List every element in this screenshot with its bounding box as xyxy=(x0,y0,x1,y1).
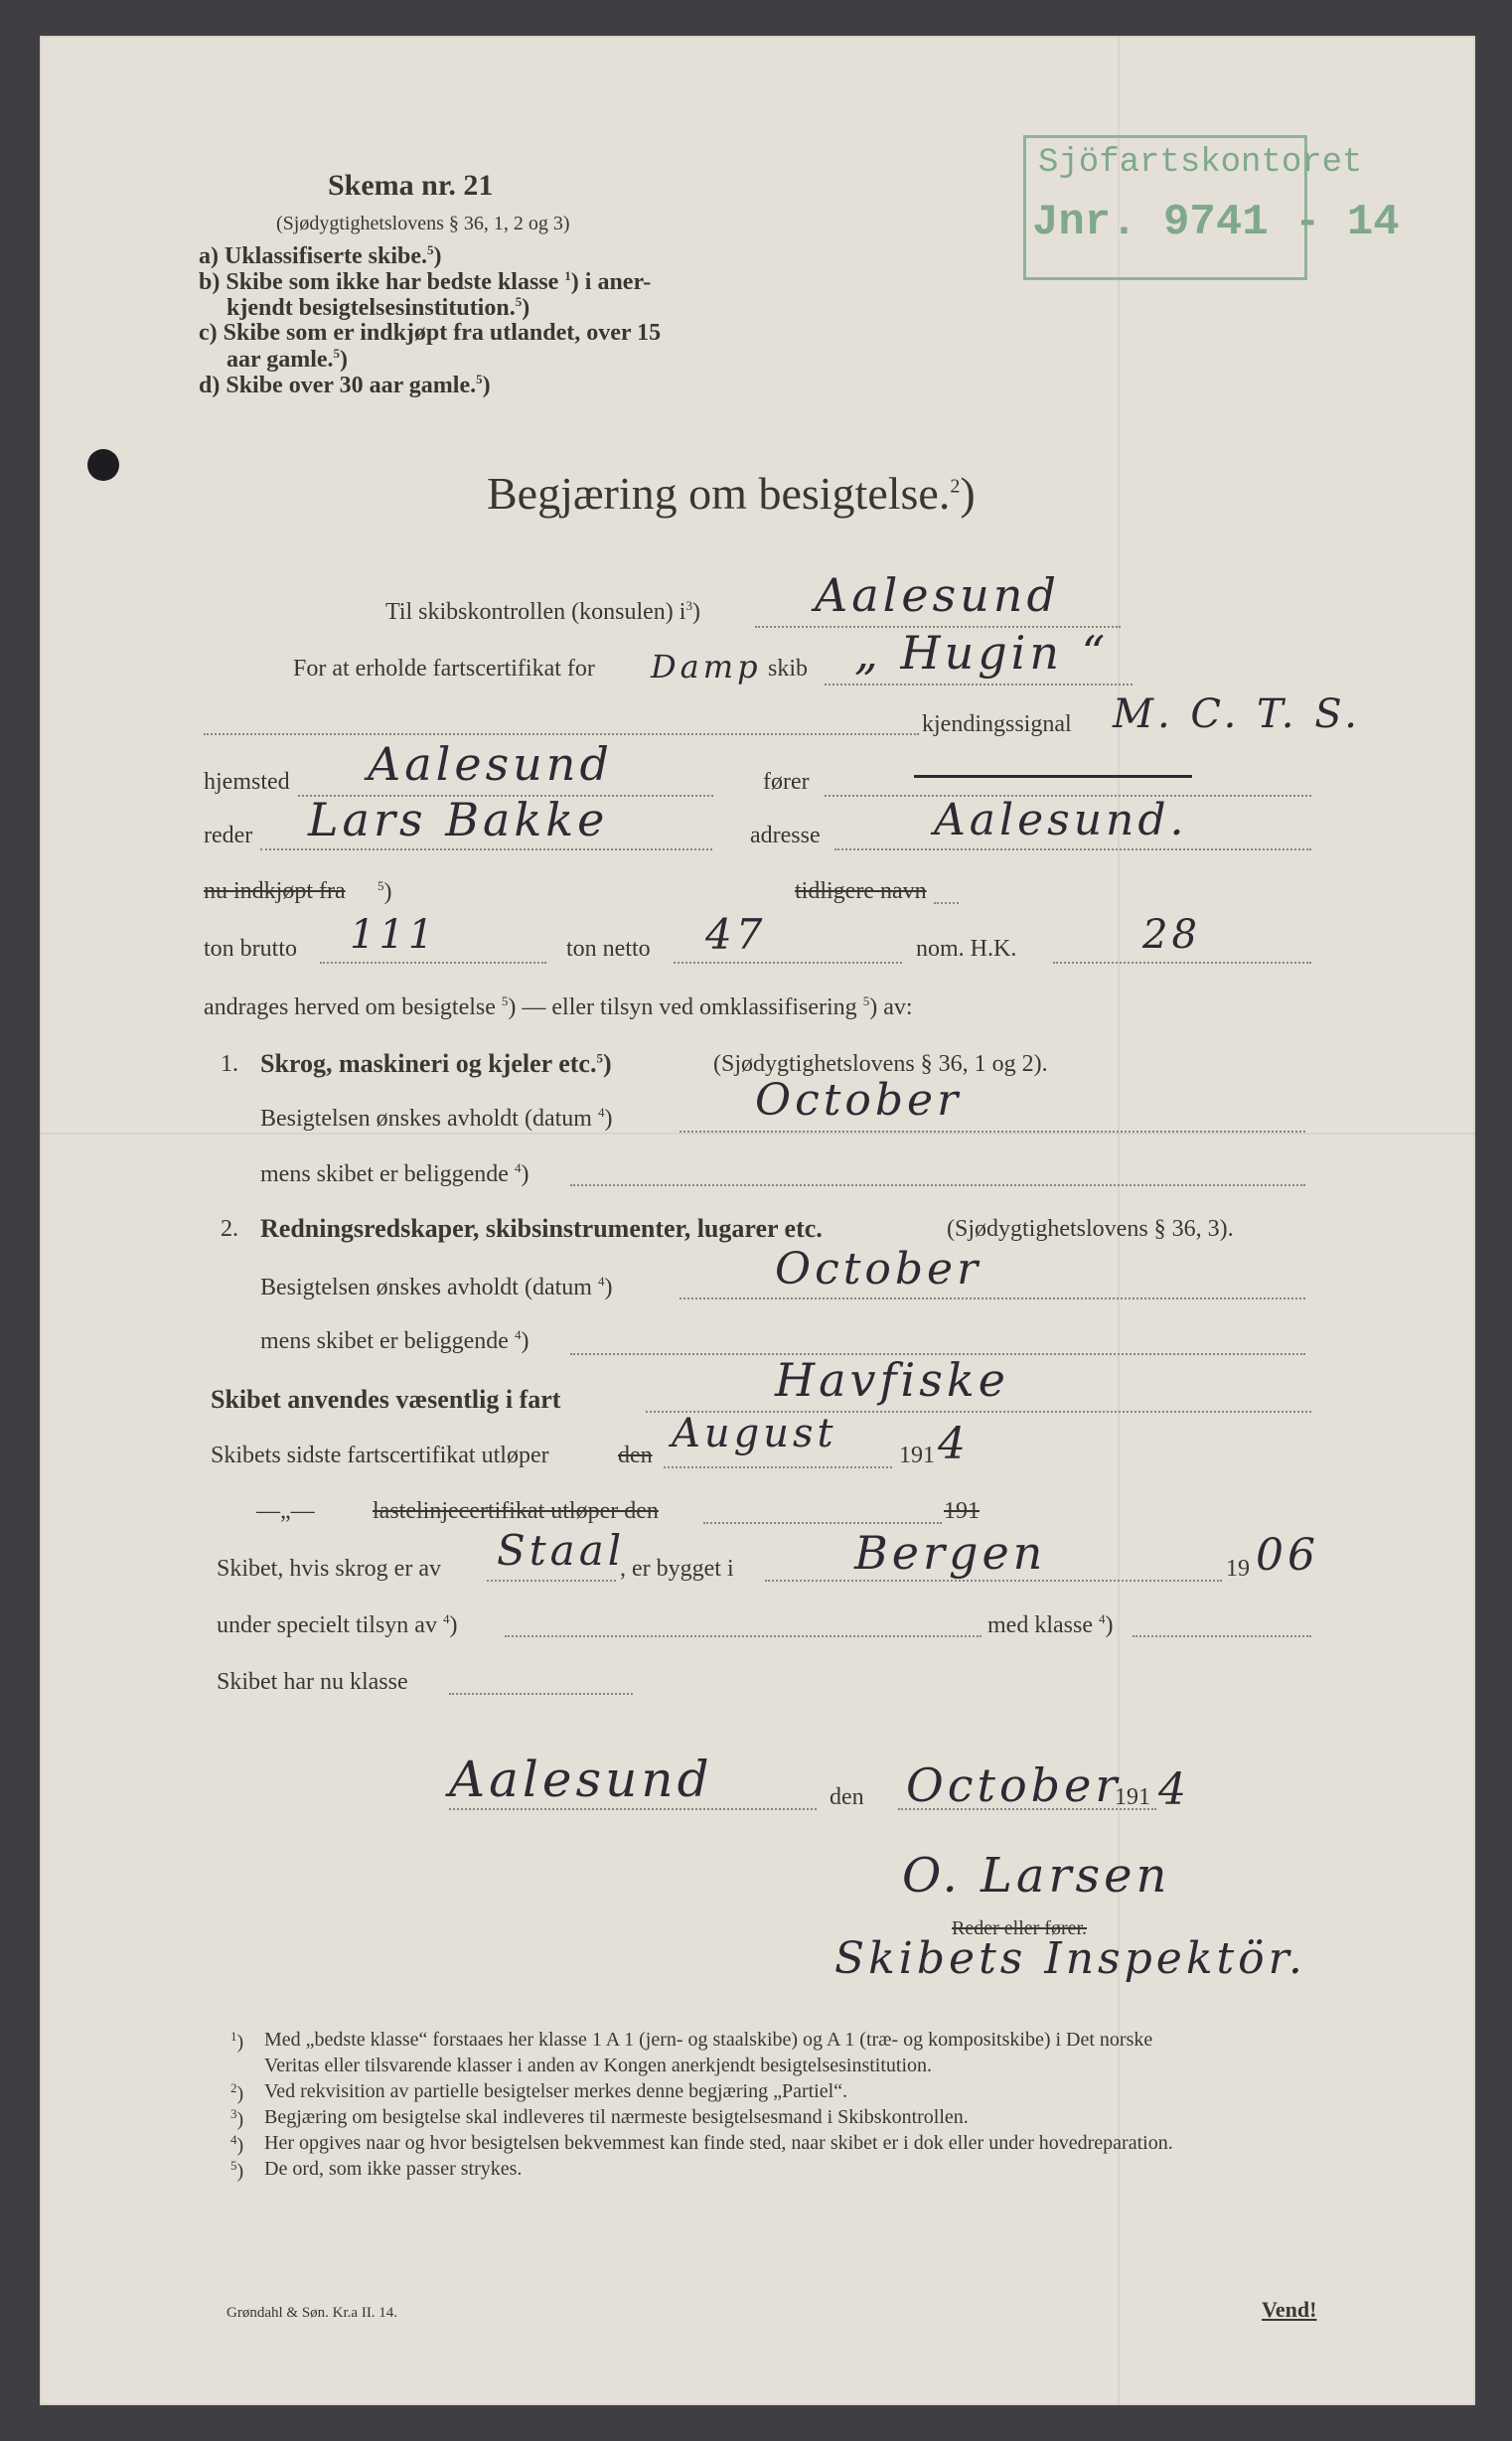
certificate-expiry-label: Skibets sidste fartscertifikat utløper xyxy=(211,1443,549,1468)
signature-den-label: den xyxy=(830,1784,864,1810)
signal-label: kjendingssignal xyxy=(922,711,1072,737)
footnote-1: Med „bedste klasse“ forstaaes her klasse 1 A 1 (jern- og staalskibe) og A 1 (træ- og kompositskibe) i Det norske xyxy=(264,2029,1153,2051)
item1-date-value: October xyxy=(755,1075,963,1126)
gross-tonnage-line xyxy=(320,962,546,964)
footnote-3: Begjæring om besigtelse skal indleveres til nærmeste besigtelsesmand i Skibskontrollen. xyxy=(264,2106,969,2128)
loadline-line xyxy=(703,1522,942,1524)
horsepower-line xyxy=(1053,962,1311,964)
former-name-line xyxy=(934,902,959,904)
net-tonnage-value: 47 xyxy=(705,910,767,959)
item1-place-label: mens skibet er beliggende $^4$) xyxy=(260,1160,529,1187)
stamp-journal-number: Jnr. 9741 - 14 xyxy=(1032,198,1400,247)
schema-item-c-cont: aar gamle.$^5$) xyxy=(227,346,349,373)
item1-date-line xyxy=(680,1131,1305,1133)
footnote-2-num: $^2$) xyxy=(230,2080,244,2105)
footnote-4: Her opgives naar og hvor besigtelsen bekvemmest kan finde sted, naar skibet er i dok eller under hovedreparation. xyxy=(264,2132,1173,2154)
signer-role-printed: Reder eller fører. xyxy=(952,1917,1088,1939)
hull-material-line xyxy=(487,1580,616,1582)
item1-law-ref: (Sjødygtighetslovens § 36, 1 og 2). xyxy=(713,1051,1048,1077)
class-label: med klasse $^4$) xyxy=(987,1611,1114,1638)
office-stamp xyxy=(1023,135,1400,280)
signature-date-value: October xyxy=(906,1758,1122,1812)
supervision-line xyxy=(505,1635,982,1637)
signer-name: O. Larsen xyxy=(902,1848,1171,1904)
item1-date-label: Besigtelsen ønskes avholdt (datum $^4$) xyxy=(260,1105,613,1132)
footnote-2: Ved rekvisition av partielle besigtelser merkes denne begjæring „Partiel“. xyxy=(264,2080,848,2102)
address-label: adresse xyxy=(750,823,821,848)
built-place-line xyxy=(765,1580,1222,1582)
loadline-dash: —„— xyxy=(256,1498,315,1524)
signature-place: Aalesund xyxy=(449,1751,713,1808)
signal-leading-line xyxy=(204,733,919,735)
master-label: fører xyxy=(763,769,810,795)
certificate-expiry-year: 191 xyxy=(899,1443,935,1468)
item1-number: 1. xyxy=(221,1051,238,1077)
footnote-4-num: $^4$) xyxy=(230,2132,244,2157)
signature-year-prefix: 191 xyxy=(1115,1784,1150,1810)
punch-hole xyxy=(87,449,119,481)
ship-name-line xyxy=(825,684,1133,686)
home-port-value: Aalesund xyxy=(368,737,613,791)
item2-date-label: Besigtelsen ønskes avholdt (datum $^4$) xyxy=(260,1274,613,1300)
class-line xyxy=(1133,1635,1311,1637)
schema-law-ref: (Sjødygtighetslovens § 36, 1, 2 og 3) xyxy=(276,213,570,234)
owner-label: reder xyxy=(204,823,253,848)
address-value: Aalesund. xyxy=(934,795,1188,845)
signature-year-digit: 4 xyxy=(1158,1764,1190,1815)
footnote-3-num: $^3$) xyxy=(230,2106,244,2131)
main-title: Begjæring om besigtelse.$^2$) xyxy=(487,468,976,519)
signature-place-line xyxy=(449,1808,817,1810)
master-dash xyxy=(914,775,1192,778)
signer-role-handwritten: Skibets Inspektör. xyxy=(834,1933,1306,1984)
footnote-5-num: $^5$) xyxy=(230,2158,244,2183)
fold-line-horizontal xyxy=(40,1133,1475,1135)
certificate-expiry-value: August xyxy=(672,1411,837,1456)
current-class-line xyxy=(449,1693,633,1695)
schema-item-b: b) Skibe som ikke har bedste klasse $^1$) i aner- xyxy=(199,268,652,295)
ship-type-value: Damp xyxy=(651,648,762,686)
request-line: andrages herved om besigtelse $^5$) — eller tilsyn ved omklassifisering $^5$) av: xyxy=(204,993,913,1020)
to-office-label: Til skibskontrollen (konsulen) $i^3$) xyxy=(385,598,700,625)
usage-value: Havfiske xyxy=(775,1353,1009,1407)
footnote-5: De ord, som ikke passer strykes. xyxy=(264,2158,523,2180)
item1-title: Skrog, maskineri og kjeler etc.$^5$) xyxy=(260,1049,612,1078)
item2-number: 2. xyxy=(221,1216,238,1242)
owner-line xyxy=(260,848,712,850)
bought-from-footnote: $^5$) xyxy=(378,878,392,905)
built-year-digits: 06 xyxy=(1256,1530,1319,1581)
certificate-expiry-year-digit: 4 xyxy=(938,1419,970,1469)
usage-label: Skibet anvendes væsentlig i fart xyxy=(211,1385,561,1414)
supervision-label: under specielt tilsyn av $^4$) xyxy=(217,1611,458,1638)
signal-value: M. C. T. S. xyxy=(1113,691,1361,737)
schema-item-a: a) Uklassifiserte skibe.$^5$) xyxy=(199,242,442,269)
item2-date-line xyxy=(680,1297,1305,1299)
horsepower-label: nom. H.K. xyxy=(916,936,1017,962)
horsepower-value: 28 xyxy=(1142,912,1201,958)
built-year-prefix: 19 xyxy=(1226,1556,1250,1582)
current-class-label: Skibet har nu klasse xyxy=(217,1669,408,1695)
footnote-1-cont: Veritas eller tilsvarende klasser i anden av Kongen anerkjendt besigtelsesinstitution. xyxy=(264,2055,933,2076)
item2-title: Redningsredskaper, skibsinstrumenter, lugarer etc. xyxy=(260,1214,823,1243)
hull-material-value: Staal xyxy=(497,1526,626,1575)
schema-item-d: d) Skibe over 30 aar gamle.$^5$) xyxy=(199,372,491,398)
footnote-1-num: $^1$) xyxy=(230,2029,244,2054)
built-place-value: Bergen xyxy=(854,1526,1047,1580)
certificate-label: For at erholde fartscertifikat for xyxy=(293,656,595,682)
turn-over-note: Vend! xyxy=(1262,2297,1317,2322)
ship-name-value: „ Hugin “ xyxy=(854,626,1110,680)
home-port-label: hjemsted xyxy=(204,769,290,795)
loadline-year: 191 xyxy=(944,1498,980,1524)
former-name-label: tidligere navn xyxy=(795,878,927,904)
address-line xyxy=(834,848,1311,850)
bought-from-label: nu indkjøpt fra xyxy=(204,878,346,904)
item2-place-label: mens skibet er beliggende $^4$) xyxy=(260,1327,529,1354)
net-tonnage-label: ton netto xyxy=(566,936,651,962)
net-tonnage-line xyxy=(674,962,902,964)
schema-item-c: c) Skibe som er indkjøpt fra utlandet, over 15 xyxy=(199,320,662,346)
item2-date-value: October xyxy=(775,1244,983,1295)
item2-law-ref: (Sjødygtighetslovens § 36, 3). xyxy=(947,1216,1234,1242)
printer-imprint: Grøndahl & Søn. Kr.a II. 14. xyxy=(227,2305,398,2321)
schema-item-b-cont: kjendt besigtelsesinstitution.$^5$) xyxy=(227,294,530,321)
gross-tonnage-label: ton brutto xyxy=(204,936,297,962)
owner-value: Lars Bakke xyxy=(308,793,609,846)
built-place-label: , er bygget i xyxy=(620,1556,734,1582)
gross-tonnage-value: 111 xyxy=(350,912,438,958)
loadline-label: lastelinjecertifikat utløper den xyxy=(373,1498,659,1524)
certificate-expiry-line xyxy=(664,1466,892,1468)
to-office-value: Aalesund xyxy=(815,568,1060,622)
item1-place-line xyxy=(570,1184,1305,1186)
ship-label: skib xyxy=(768,656,809,682)
certificate-expiry-struck: den xyxy=(618,1443,653,1468)
hull-material-label: Skibet, hvis skrog er av xyxy=(217,1556,441,1582)
schema-title: Skema nr. 21 xyxy=(328,169,494,202)
stamp-office: Sjöfartskontoret xyxy=(1038,144,1363,182)
